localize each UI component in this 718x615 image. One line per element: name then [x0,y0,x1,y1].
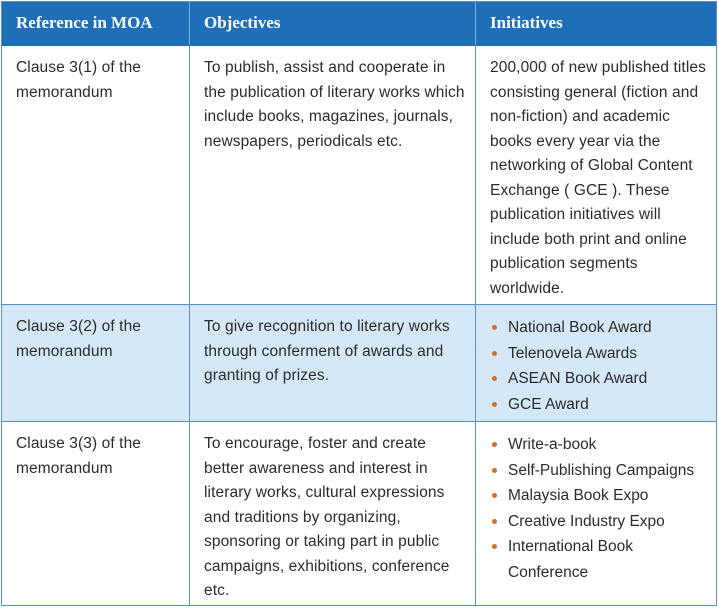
table-header-row [2,2,716,46]
reference-cell: Clause 3(3) of the memorandum [16,435,142,477]
list-item: International Book Conference [490,534,706,585]
moa-table [1,1,717,606]
bullet-icon [492,376,497,381]
list-item: Malaysia Book Expo [490,483,706,509]
bullet-icon [492,519,497,524]
initiative-list [490,432,706,585]
list-item: GCE Award [490,392,706,418]
table-row [2,46,716,305]
list-item: ASEAN Book Award [490,366,706,392]
bullet-icon [492,544,497,549]
initiative-cell: 200,000 of new published titles consisting general (fiction and non-fiction) and academic books every year via the networking of Global Content Exchange ( GCE ). These publication initiatives will include both print and online publication segments worldwide. [475,46,716,304]
initiative-cell [475,422,716,605]
table-row [2,422,716,605]
bullet-icon [492,468,497,473]
header-objectives: Objectives [189,2,475,45]
bullet-icon [492,402,497,407]
bullet-icon [492,351,497,356]
header-reference: Reference in MOA [16,13,153,32]
list-item: Self-Publishing Campaigns [490,458,706,484]
reference-cell: Clause 3(1) of the memorandum [16,59,142,101]
list-item: Telenovela Awards [490,341,706,367]
list-item: Write-a-book [490,432,706,458]
initiative-list [490,315,706,417]
header-initiatives: Initiatives [475,2,716,45]
objective-cell: To encourage, foster and create better awareness and interest in literary works, cultural expressions and traditions by organizing, sponsoring or taking part in public campaigns, exhibitions, conference etc. [189,422,475,605]
reference-cell: Clause 3(2) of the memorandum [16,318,142,360]
initiative-cell [475,305,716,421]
list-item: Creative Industry Expo [490,509,706,535]
bullet-icon [492,325,497,330]
objective-cell: To publish, assist and cooperate in the publication of literary works which include books, magazines, journals, newspapers, periodicals etc. [189,46,475,304]
objective-cell: To give recognition to literary works through conferment of awards and granting of prizes. [189,305,475,421]
table-row [2,305,716,422]
bullet-icon [492,442,497,447]
bullet-icon [492,493,497,498]
list-item: National Book Award [490,315,706,341]
